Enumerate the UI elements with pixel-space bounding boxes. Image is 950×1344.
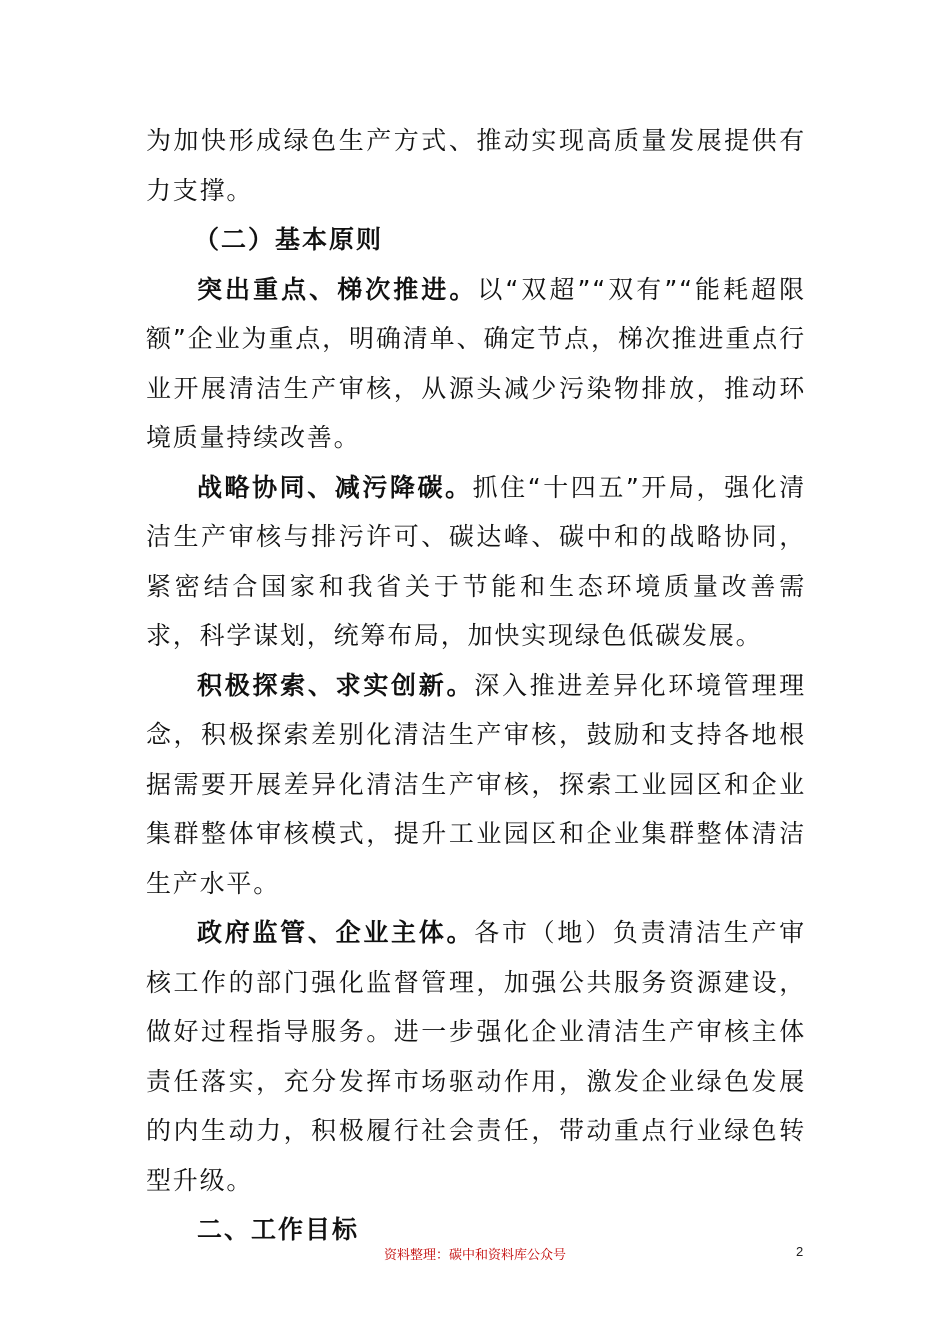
principle-paragraph <box>146 661 806 909</box>
principle-body: 各市（地）负责清洁生产审核工作的部门强化监督管理，加强公共服务资源建设，做好过程指导服务。进一步强化企业清洁生产审核主体责任落实，充分发挥市场驱动作用，激发企业绿色发展的内生动力，积极履行社会责任，带动重点行业绿色转型升级。 <box>146 918 806 1195</box>
document-body <box>146 116 806 1255</box>
next-section-heading: 二、工作目标 <box>197 1215 360 1244</box>
principle-body: 抓住“十四五”开局，强化清洁生产审核与排污许可、碳达峰、碳中和的战略协同，紧密结合国家和我省关于节能和生态环境质量改善需求，科学谋划，统筹布局，加快实现绿色低碳发展。 <box>146 472 806 650</box>
page-footer <box>0 1244 950 1268</box>
principle-title: 积极探索、求实创新。 <box>197 670 475 700</box>
principle-title: 政府监管、企业主体。 <box>197 918 475 947</box>
principle-paragraph <box>146 908 806 1205</box>
page-number: 2 <box>796 1244 804 1259</box>
principle-title: 战略协同、减污降碳。 <box>197 472 473 502</box>
principle-title: 突出重点、梯次推进。 <box>197 274 478 304</box>
continuation-paragraph: 为加快形成绿色生产方式、推动实现高质量发展提供有力支撑。 <box>146 126 806 205</box>
footer-source: 资料整理：碳中和资料库公众号 <box>383 1248 566 1263</box>
section-heading: （二）基本原则 <box>194 225 384 254</box>
principle-paragraph <box>146 463 806 661</box>
principle-paragraph <box>146 265 806 463</box>
principle-body: 深入推进差异化环境管理理念，积极探索差别化清洁生产审核，鼓励和支持各地根据需要开展差异化清洁生产审核，探索工业园区和企业集群整体审核模式，提升工业园区和企业集群整体清洁生产水平。 <box>146 670 806 898</box>
principle-body: 以“双超”“双有”“能耗超限额”企业为重点，明确清单、确定节点，梯次推进重点行业开展清洁生产审核，从源头减少污染物排放，推动环境质量持续改善。 <box>146 274 806 452</box>
